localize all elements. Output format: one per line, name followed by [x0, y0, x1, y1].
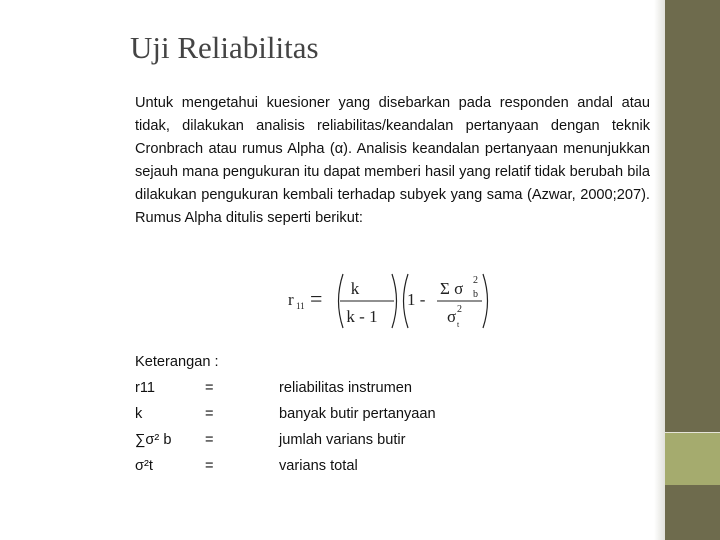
sum-sigma: Σ σ: [440, 279, 464, 298]
sidebar-shadow: [654, 0, 665, 540]
legend-symbol: σ²t: [135, 458, 153, 474]
legend-symbol: k: [135, 406, 143, 422]
fraction-denominator: k - 1: [346, 307, 378, 326]
legend-row: [135, 453, 495, 479]
formula-lhs-sub: 11: [296, 301, 305, 311]
legend-equals: =: [205, 458, 214, 474]
one-minus: 1 -: [407, 290, 426, 309]
legend-description: banyak butir pertanyaan: [279, 406, 436, 422]
formula-graphic: [285, 270, 500, 332]
legend-symbol: ∑σ² b: [135, 432, 172, 448]
legend-description: reliabilitas instrumen: [279, 380, 413, 396]
legend: [135, 349, 495, 479]
den-sub: t: [457, 320, 460, 329]
legend-description: varians total: [279, 458, 358, 474]
body-paragraph: Untuk mengetahui kuesioner yang disebarkan pada responden andal atau tidak, dilakukan analisis reliabilitas/keandalan pertanyaan dengan teknik Cronbrach atau rumus Alpha (α). Analisis keandalan pertanyaan menunjukkan sejauh mana pengukuran itu dapat memberi hasil yang relatif tidak berubah bila dilakukan pengukuran kembali terhadap subyek yang sama (Azwar, 2000;207). Rumus Alpha ditulis seperti berikut:: [135, 95, 650, 227]
sidebar-dark-block: [665, 0, 720, 432]
legend-equals: =: [205, 406, 214, 422]
sidebar-bottom-block: [665, 485, 720, 540]
decorative-sidebar: [665, 0, 720, 540]
fraction-numerator: k: [350, 279, 360, 298]
slide-title: Uji Reliabilitas: [130, 30, 319, 65]
formula-lhs: r: [288, 290, 294, 309]
den-sup: 2: [457, 304, 462, 315]
legend-row: [135, 427, 495, 453]
legend-row: [135, 375, 495, 401]
den-sigma: σ: [447, 307, 457, 326]
legend-equals: =: [205, 380, 214, 396]
right-paren-2: [483, 274, 488, 328]
legend-heading: Keterangan :: [135, 354, 219, 370]
legend-row: [135, 401, 495, 427]
legend-equals: =: [205, 432, 214, 448]
sidebar-light-block: [665, 433, 720, 485]
alpha-formula: [285, 270, 500, 332]
legend-description: jumlah varians butir: [279, 432, 406, 448]
legend-symbol: r11: [135, 380, 156, 396]
formula-equals: =: [310, 286, 323, 311]
sum-sub: b: [473, 289, 478, 300]
sum-sup: 2: [473, 275, 478, 286]
